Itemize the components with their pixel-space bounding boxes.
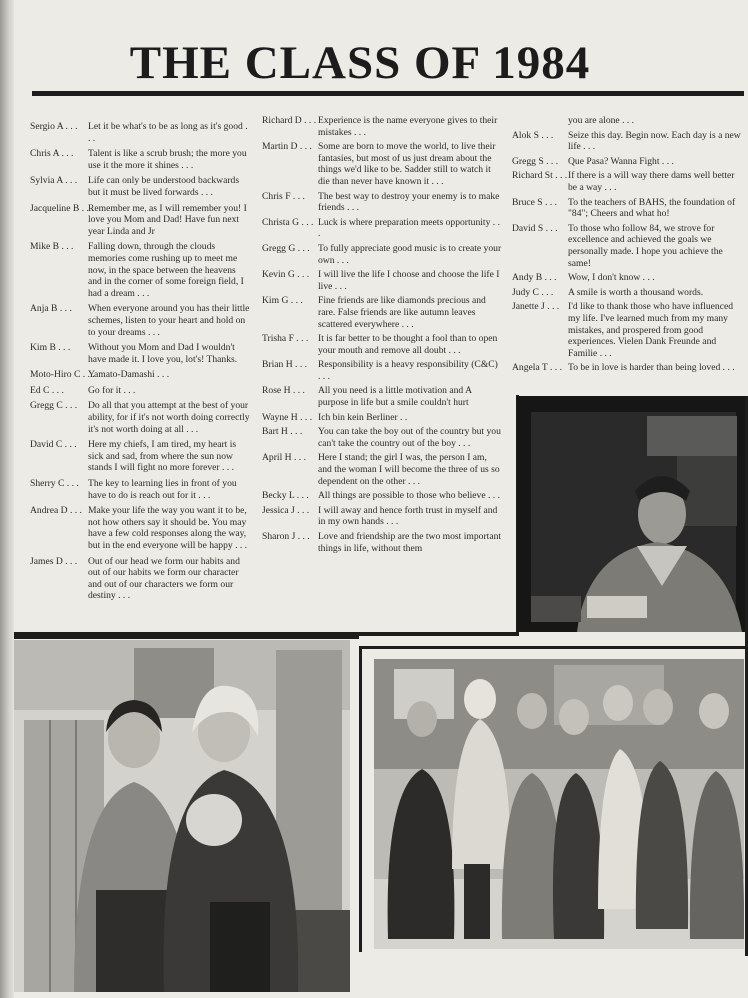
student-name: Becky L . . .: [262, 490, 309, 502]
student-quote: Talent is like a scrub brush; the more you use it the more it shines . . .: [88, 148, 247, 171]
quote-entry: [262, 385, 502, 408]
photo-group-of-girls: [374, 659, 744, 949]
student-quote: It is far better to be thought a fool than to open your mouth and remove all doubt . . .: [318, 333, 498, 356]
student-quote: Seize this day. Begin now. Each day is a new life . . .: [568, 129, 741, 153]
student-quote: To fully appreciate good music is to create your own . . .: [318, 242, 502, 266]
student-quote: Remember me, as I will remember you! I love you Mom and Dad! Have fun next year Linda and Jr: [88, 202, 247, 237]
student-quote: All things are possible to those who believe . . .: [318, 490, 500, 502]
student-quote: To be in love is harder than being loved . . .: [568, 362, 735, 374]
photo-two-students-lockers: [14, 640, 350, 992]
student-name: Richard St . . .: [512, 170, 568, 182]
quote-entry: [30, 400, 250, 435]
student-name: [512, 115, 568, 127]
student-name: Mike B . . .: [30, 241, 74, 253]
photo-frame-left: [14, 636, 359, 639]
student-name: Gregg S . . .: [512, 155, 559, 167]
quote-entry: [512, 197, 744, 220]
student-name: Martin D . . .: [262, 141, 312, 153]
student-quote: Experience is the name everyone gives to their mistakes . . .: [318, 115, 498, 138]
photo-frame-right-side: [359, 646, 362, 952]
student-name: Sylvia A . . .: [30, 175, 78, 187]
quote-entry: [512, 130, 744, 153]
student-quote: Luck is where preparation meets opportunity . . .: [318, 216, 500, 240]
title-rule: [32, 91, 744, 96]
quote-entry: [262, 191, 502, 214]
student-name: Janette J . . .: [512, 301, 560, 313]
quote-entry: [30, 478, 250, 501]
student-quote: To those who follow 84, we strove for excellence and achieved the goals we personally made. I hope you achieve the same!: [568, 222, 723, 269]
student-quote: All you need is a little motivation and A purpose in life but a smile couldn't hurt: [318, 385, 472, 409]
quote-entry: [30, 148, 250, 171]
student-name: Andrea D . . .: [30, 505, 82, 517]
student-name: Ed C . . .: [30, 384, 64, 396]
student-name: Sherry C . . .: [30, 478, 79, 490]
student-quote: I will away and hence forth trust in myself and in my own hands . . .: [318, 504, 498, 528]
quote-entry: [262, 452, 502, 487]
student-name: Angela T . . .: [512, 362, 563, 374]
binding-gutter: [0, 0, 14, 998]
student-name: Andy B . . .: [512, 272, 557, 284]
quote-entry: [30, 342, 250, 365]
quote-entry: [262, 359, 502, 382]
quote-entry: [30, 369, 250, 381]
quote-entry: [262, 115, 502, 138]
quote-entry: [262, 243, 502, 266]
photo-frame-right: [359, 646, 748, 649]
student-name: David C . . .: [30, 439, 77, 451]
page-title: THE CLASS OF 1984: [129, 37, 591, 89]
student-quote: Falling down, through the clouds memories come rushing up to meet me now, in the space between the heavens and in the corner of some foreign field, I had a dream . . .: [88, 241, 244, 299]
student-quote: Here my chiefs, I am tired, my heart is sick and sad, from where the sun now stands I will fight no more forever . . .: [88, 439, 237, 474]
student-quote: Ich bin kein Berliner . .: [318, 411, 408, 423]
student-name: Alok S . . .: [512, 129, 554, 141]
quote-column-2: [262, 115, 502, 557]
student-quote: Que Pasa? Wanna Fight . . .: [568, 155, 674, 167]
student-name: Kim B . . .: [30, 342, 71, 354]
quote-entry: [262, 141, 502, 187]
student-name: James D . . .: [30, 555, 78, 567]
student-name: Sergio A . . .: [30, 121, 78, 132]
quote-entry: [512, 287, 744, 299]
quote-entry: [30, 175, 250, 198]
quote-entry: [512, 115, 744, 127]
student-name: Christa G . . .: [262, 216, 314, 228]
student-quote: Here I stand; the girl I was, the person I am, and the woman I will become the three of us so dependent on the other . . .: [318, 452, 500, 487]
quote-entry: [262, 426, 502, 449]
student-quote: The best way to destroy your enemy is to make friends . . .: [318, 190, 500, 214]
quote-entry: [30, 556, 250, 602]
student-name: April H . . .: [262, 452, 306, 464]
student-name: Judy C . . .: [512, 286, 554, 298]
student-quote: you are alone . . .: [568, 115, 635, 126]
quote-entry: [262, 269, 502, 292]
student-quote: Life can only be understood backwards but it must be lived forwards . . .: [88, 175, 240, 198]
quote-column-3: [512, 115, 744, 377]
student-name: Richard D . . .: [262, 115, 317, 126]
student-quote: If there is a will way there dams well better be a way . . .: [568, 170, 735, 193]
student-quote: Wow, I don't know . . .: [568, 272, 655, 284]
student-quote: Fine friends are like diamonds precious and rare. False friends are like autumn leaves scattered everywhere . . .: [318, 295, 486, 330]
student-quote: I will live the life I choose and choose the life I live . . .: [318, 269, 500, 292]
student-name: Chris F . . .: [262, 190, 305, 202]
student-quote: To the teachers of BAHS, the foundation of "84"; Cheers and what ho!: [568, 196, 736, 220]
quote-entry: [512, 301, 744, 359]
quote-entry: [262, 412, 502, 424]
quote-entry: [262, 295, 502, 330]
quote-entry: [30, 385, 250, 397]
quote-entry: [262, 333, 502, 356]
student-name: Chris A . . .: [30, 148, 74, 160]
student-quote: A smile is worth a thousand words.: [568, 286, 704, 298]
quote-entry: [262, 531, 502, 554]
quote-entry: [30, 439, 250, 474]
quote-entry: [30, 303, 250, 338]
student-name: Sharon J . . .: [262, 531, 310, 542]
student-name: Moto-Hiro C . . .: [30, 369, 95, 381]
student-name: Jacqueline B . . .: [30, 202, 94, 214]
student-name: Bart H . . .: [262, 426, 303, 438]
student-name: Bruce S . . .: [512, 196, 558, 208]
student-quote: Yamato-Damashi . . .: [88, 369, 170, 381]
quote-column-1: [30, 121, 250, 606]
student-quote: I'd like to thank those who have influenced my life. I've learned much from my many mistakes, and prospered from good experiences. Vielen Dank Freunde and Familie . . .: [568, 301, 734, 359]
quote-entry: [30, 203, 250, 238]
student-name: Trisha F . . .: [262, 333, 309, 345]
quote-entry: [262, 505, 502, 528]
student-quote: Make your life the way you want it to be, not how others say it should be. You may have a few cold responses along the way, but in the end everyone will be happy . . .: [88, 505, 248, 551]
student-quote: When everyone around you has their little schemes, listen to your heart and hold on to your dreams . . .: [88, 303, 250, 338]
student-quote: The key to learning lies in front of you have to do is reach out for it . . .: [88, 478, 237, 501]
student-name: Gregg G . . .: [262, 242, 310, 254]
quote-entry: [512, 362, 744, 374]
student-name: Kevin G . . .: [262, 269, 310, 281]
quote-entry: [30, 121, 250, 144]
student-quote: Let it be what's to be as long as it's good . . .: [88, 121, 248, 144]
student-quote: Responsibility is a heavy responsibility (C&C) . . .: [318, 359, 498, 382]
student-name: Rose H . . .: [262, 385, 305, 397]
student-quote: Love and friendship are the two most important things in life, without them: [318, 531, 502, 554]
quote-entry: [512, 156, 744, 168]
quote-entry: [262, 490, 502, 502]
student-quote: You can take the boy out of the country but you can't take the country out of the boy . . .: [318, 426, 501, 449]
student-name: Gregg C . . .: [30, 400, 78, 412]
student-quote: Some are born to move the world, to live their fantasies, but most of us just dream about the things we'd like to be. Sadder still to watch it die than never have known it . . .: [318, 141, 496, 187]
student-name: Wayne H . . .: [262, 411, 313, 423]
student-name: Jessica J . . .: [262, 504, 310, 516]
quote-entry: [262, 217, 502, 240]
student-quote: Go for it . . .: [88, 384, 136, 396]
quote-entry: [512, 170, 744, 193]
quote-entry: [512, 223, 744, 269]
student-name: Kim G . . .: [262, 295, 303, 307]
photo-student-portrait: [517, 396, 748, 632]
student-quote: Do all that you attempt at the best of your ability, for if it's not worth doing correctly it's not worth doing at all . . .: [88, 400, 250, 435]
student-name: Brian H . . .: [262, 359, 308, 371]
student-name: Anja B . . .: [30, 303, 72, 315]
student-quote: Without you Mom and Dad I wouldn't have made it. I love you, lot's! Thanks.: [88, 342, 238, 365]
quote-entry: [512, 272, 744, 284]
student-name: David S . . .: [512, 222, 558, 234]
student-quote: Out of our head we form our habits and out of our habits we form our character and out of our characters we form our destiny . . .: [88, 555, 240, 602]
quote-entry: [30, 505, 250, 551]
quote-entry: [30, 241, 250, 299]
